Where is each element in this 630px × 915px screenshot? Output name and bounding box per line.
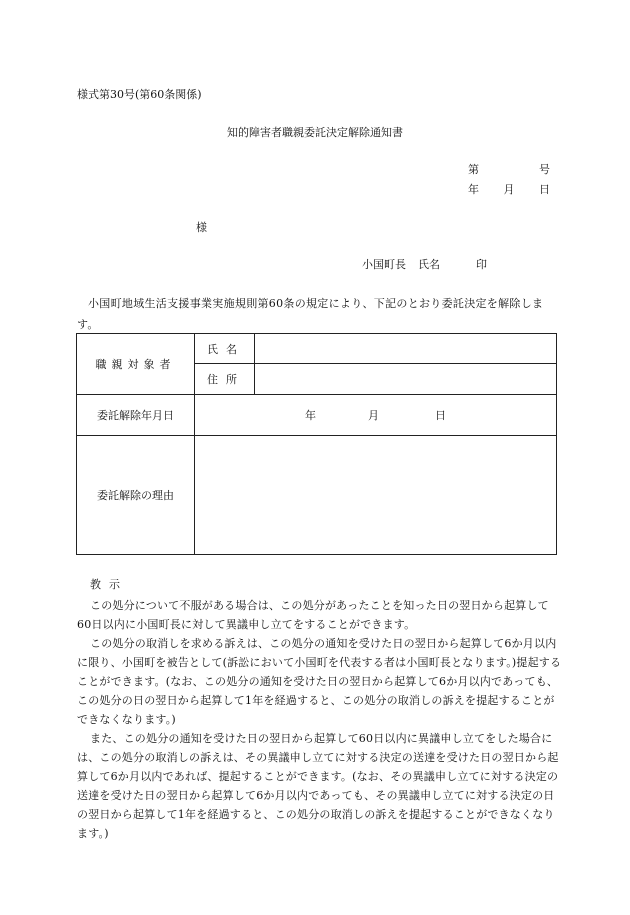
address-label: 住所 [195, 364, 255, 395]
name-label: 氏名 [195, 334, 255, 364]
issue-month: 月 [503, 183, 515, 196]
issue-day: 日 [539, 183, 550, 196]
number-go: 号 [539, 163, 550, 176]
addressee-honorific: 様 [196, 221, 207, 234]
document-title: 知的障害者職親委託決定解除通知書 [227, 126, 403, 139]
number-dai: 第 [468, 163, 479, 176]
cancel-date-label: 委託解除年月日 [77, 395, 195, 436]
address-field[interactable] [255, 364, 557, 395]
cancel-reason-label: 委託解除の理由 [77, 436, 195, 555]
table-row [77, 395, 557, 436]
table-row [77, 334, 557, 364]
form-number: 様式第30号(第60条関係) [77, 88, 202, 101]
document-number-line [468, 161, 550, 177]
table-row [77, 436, 557, 555]
form-table [76, 333, 557, 555]
intro-text: 小国町地域生活支援事業実施規則第60条の規定により、下記のとおり委託決定を解除します。 [77, 297, 544, 331]
sender-line [362, 256, 487, 272]
seal-mark: 印 [476, 258, 487, 271]
target-person-label: 職親対象者 [77, 334, 195, 395]
sender-name-label: 氏名 [418, 258, 440, 271]
instruction-heading: 教示 [90, 578, 128, 591]
name-field[interactable] [255, 334, 557, 364]
instruction-paragraph-2: この処分の取消しを求める訴えは、この処分の通知を受けた日の翌日から起算して6か月以内に限り、小国町を被告として(訴訟において小国町を代表する者は小国町長となります。)提起することができます。(なお、この処分の通知を受けた日の翌日から起算して6か月以内であっても、この処分の日の翌日から起算して1年を経過すると、この処分の取消しの訴えを提起することができなくなります。) [77, 637, 562, 726]
issue-year: 年 [468, 183, 479, 196]
sender-position: 小国町長 [362, 258, 406, 271]
cancel-reason-field[interactable] [195, 436, 557, 555]
cancel-date-day: 日 [435, 409, 446, 422]
instruction-paragraph-1: この処分について不服がある場合は、この処分があったことを知った日の翌日から起算して60日以内に小国町長に対して異議申し立てをすることができます。 [77, 599, 549, 631]
cancel-date-year: 年 [305, 409, 316, 422]
cancel-date-field[interactable] [195, 395, 557, 436]
instruction-paragraph-3: また、この処分の通知を受けた日の翌日から起算して60日以内に異議申し立てをした場合には、この処分の取消しの訴えは、その異議申し立てに対する決定の送達を受けた日の翌日から起算して6か月以内であれば、提起することができます。(なお、その異議申し立てに対する決定の送達を受けた日の翌日から起算して6か月以内であっても、その異議申し立てに対する決定の日の翌日から起算して1年を経過すると、この処分の取消しの訴えを提起することができなくなります。) [77, 732, 559, 840]
cancel-date-month: 月 [368, 409, 379, 422]
issue-date-line [468, 181, 550, 197]
